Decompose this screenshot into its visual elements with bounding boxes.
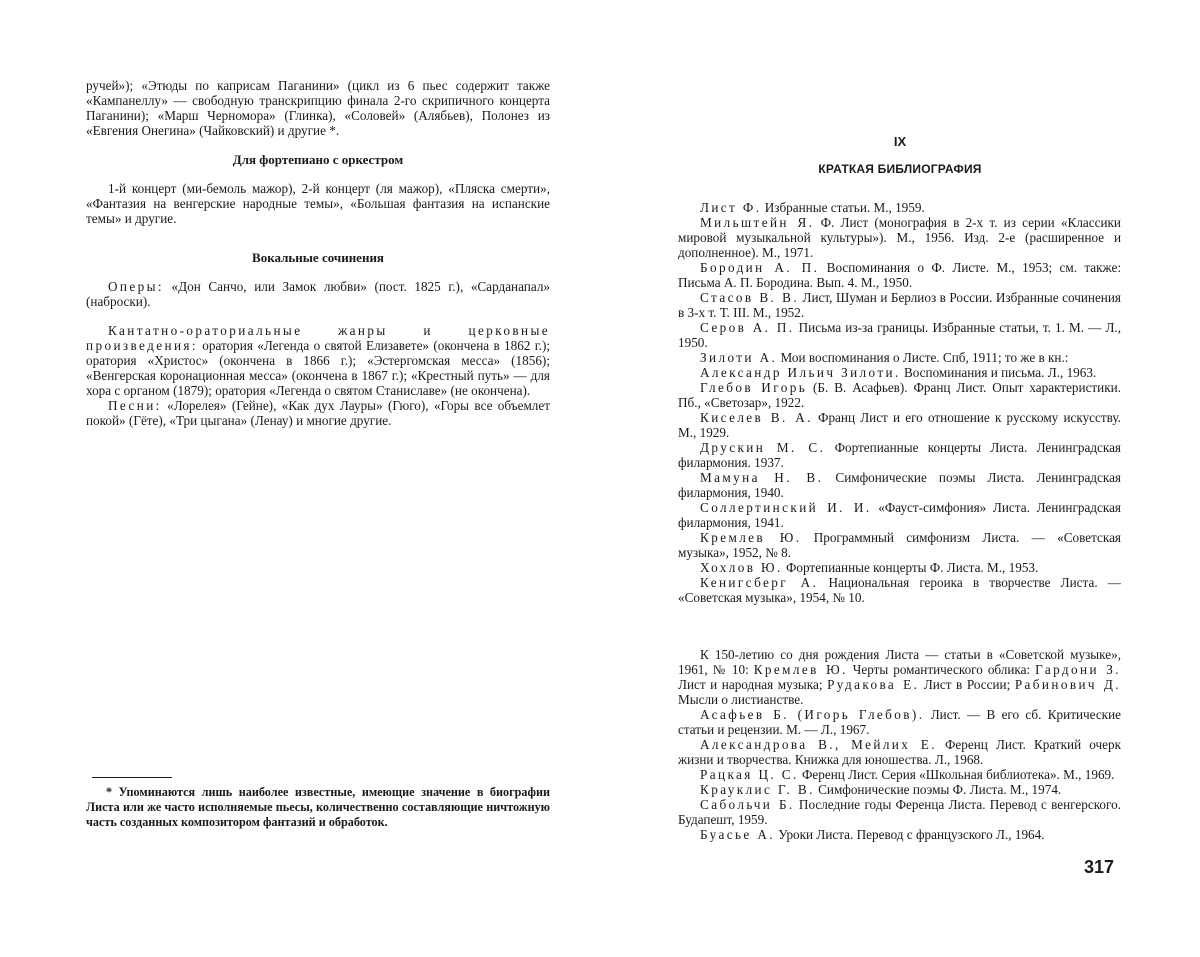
bibliography-entry [678, 290, 1121, 320]
entry-text: Воспоминания и письма. Л., 1963. [900, 365, 1097, 380]
anniversary-text: Черты романтического облика: [847, 662, 1036, 677]
entry-author: Серов А. П. [700, 320, 795, 335]
entry-text: Ф. Лист (монография в 2-х т. из серии «Классики мировой музыкальной культуры»). М., 1956. Изд. 2-е (расширенное и дополненное). М., 1971. [678, 215, 1121, 260]
bibliography-entry [678, 782, 1121, 797]
bibliography-entry [678, 320, 1121, 350]
bibliography-entry [678, 440, 1121, 470]
entry-author: Мильштейн Я. [700, 215, 815, 230]
entry-text: Лист. — В его сб. Критические статьи и рецензии. М. — Л., 1967. [678, 707, 1121, 737]
entry-author: Буасье А. [700, 827, 775, 842]
bibliography-entry [678, 827, 1121, 842]
songs-paragraph [86, 398, 550, 428]
intro-paragraph: ручей»); «Этюды по каприсам Паганини» (цикл из 6 пьес содержит также «Кампанеллу» — свободную транскрипцию финала 2-го скрипичного концерта Паганини); «Марш Черномора» (Глинка), «Соловей» (Алябьев), Полонез из «Евгения Онегина» (Чайковский) и другие *. [86, 78, 550, 138]
entry-author: Кремлев Ю. [700, 530, 802, 545]
bibliography-entry [678, 215, 1121, 260]
bibliography-entry [678, 350, 1121, 365]
entry-text: «Фауст-симфония» Листа. Ленинградская филармония, 1941. [678, 500, 1121, 530]
bibliography-entry [678, 410, 1121, 440]
entry-text: Мои воспоминания о Листе. Спб, 1911; то же в кн.: [777, 350, 1069, 365]
entry-author: Глебов Игорь [700, 380, 808, 395]
chapter-title: КРАТКАЯ БИБЛИОГРАФИЯ [818, 162, 982, 176]
entry-author: Бородин А. П. [700, 260, 820, 275]
anniversary-author: Рабинович Д. [1014, 677, 1121, 692]
cantata-text: оратория «Легенда о святой Елизавете» (окончена в 1862 г.); оратория «Христос» (окончена в 1866 г.); «Эстергомская месса» (1856); «Венгерская коронационная месса» (окончена в 1867 г.); «Крестный путь» — для хора с органом (1879); оратория «Легенда о святом Станиславе» (не окончена). [86, 338, 550, 398]
bibliography-entry [678, 737, 1121, 767]
songs-label: Песни: [108, 398, 162, 413]
bibliography-entry [678, 767, 1121, 782]
left-column [86, 78, 550, 428]
entry-author: Мамуна Н. В. [700, 470, 824, 485]
cantata-label: Кантатно-ораториальные жанры и церковные произведения: [86, 323, 550, 353]
entry-text: Фортепианные концерты Ф. Листа. М., 1953. [782, 560, 1039, 575]
entry-text: Фортепианные концерты Листа. Ленинградская филармония. 1937. [678, 440, 1122, 470]
bibliography-entry [678, 530, 1121, 560]
anniversary-lead: К 150-летию со дня рождения Листа — статьи в «Советской музыке», 1961, № 10: [678, 647, 1121, 677]
entry-text: Симфонические поэмы Листа. Ленинградская филармония, 1940. [678, 470, 1121, 500]
anniversary-text: Лист и народная музыка; [678, 677, 828, 692]
anniversary-text: Мысли о листианстве. [678, 692, 804, 707]
cantata-paragraph [86, 323, 550, 398]
anniversary-text: Лист в России; [919, 677, 1015, 692]
entry-author: Хохлов Ю. [700, 560, 783, 575]
songs-text: «Лорелея» (Гейне), «Как дух Лауры» (Гюго), «Горы все объемлет покой» (Гёте), «Три цыгана» (Ленау) и многие другие. [86, 398, 550, 428]
entry-author: Рацкая Ц. С. [700, 767, 799, 782]
bibliography-entry [678, 797, 1121, 827]
footnote-rule [92, 777, 172, 778]
entry-text: Ференц Лист. Краткий очерк жизни и творчества. Книжка для юношества. Л., 1968. [678, 737, 1121, 767]
entry-text: Письма из-за границы. Избранные статьи, т. 1. М. — Л., 1950. [678, 320, 1122, 350]
entry-author: Александрова В., Мейлих Е. [700, 737, 937, 752]
entry-text: Лист, Шуман и Берлиоз в России. Избранные сочинения в 3-х т. Т. III. М., 1952. [678, 290, 1121, 320]
anniversary-paragraph [678, 647, 1121, 707]
orchestra-works: 1-й концерт (ми-бемоль мажор), 2-й концерт (ля мажор), «Пляска смерти», «Фантазия на венгерские народные темы», «Большая фантазия на испанские темы» и другие. [86, 181, 550, 226]
entry-author: Киселев В. А. [700, 410, 813, 425]
entry-author: Сабольчи Б. [700, 797, 795, 812]
entry-text: Уроки Листа. Перевод с французского Л., 1964. [774, 827, 1045, 842]
operas-label: Оперы: [108, 279, 164, 294]
bibliography-entry [678, 200, 1121, 215]
operas-paragraph [86, 279, 550, 309]
orchestra-heading: Для фортепиано с оркестром [232, 152, 404, 167]
chapter-number: IX [893, 134, 907, 149]
entry-text: Программный симфонизм Листа. — «Советская музыка», 1952, № 8. [678, 530, 1121, 560]
bibliography-entry [678, 500, 1121, 530]
bibliography-list-1 [678, 200, 1121, 605]
entry-text: Национальная героика в творчестве Листа. — «Советская музыка», 1954, № 10. [678, 575, 1121, 605]
page-number: 317 [1083, 857, 1114, 877]
bibliography-entry [678, 260, 1121, 290]
anniversary-author: Рудакова Е. [827, 677, 920, 692]
operas-text: «Дон Санчо, или Замок любви» (пост. 1825 г.), «Сарданапал» (наброски). [86, 279, 550, 309]
anniversary-author: Гардони З. [1035, 662, 1122, 677]
footnote-text: * Упоминаются лишь наиболее известные, имеющие значение в биографии Листа или же часто исполняемые пьесы, количественно составляющие ничтожную часть созданных композитором фантазий и обработок. [86, 785, 550, 829]
right-page [600, 0, 1200, 957]
entry-text: Воспоминания о Ф. Листе. М., 1953; см. также: Письма А. П. Бородина. Вып. 4. М., 1950. [678, 260, 1121, 290]
entry-author: Друскин М. С. [700, 440, 826, 455]
entry-text: Симфонические поэмы Ф. Листа. М., 1974. [814, 782, 1062, 797]
entry-author: Зилоти А. [700, 350, 778, 365]
entry-author: Крауклис Г. В. [700, 782, 815, 797]
bibliography-entry [678, 470, 1121, 500]
entry-text: Последние годы Ференца Листа. Перевод с венгерского. Будапешт, 1959. [678, 797, 1121, 827]
bibliography-entry [678, 365, 1121, 380]
footnote [86, 785, 550, 830]
entry-author: Александр Ильич Зилоти. [700, 365, 901, 380]
bibliography-entry [678, 575, 1121, 605]
entry-author: Асафьев Б. (Игорь Глебов). [700, 707, 925, 722]
bibliography-list-2 [678, 707, 1121, 842]
entry-text: Избранные статьи. М., 1959. [761, 200, 925, 215]
bibliography [678, 200, 1121, 842]
bibliography-entry [678, 707, 1121, 737]
entry-text: (Б. В. Асафьев). Франц Лист. Опыт характеристики. Пб., «Светозар», 1922. [678, 380, 1122, 410]
bibliography-entry [678, 560, 1121, 575]
entry-text: Ференц Лист. Серия «Школьная библиотека». М., 1969. [798, 767, 1115, 782]
entry-author: Кенигсберг А. [700, 575, 819, 590]
vocal-heading: Вокальные сочинения [252, 250, 384, 265]
anniversary-author: Кремлев Ю. [753, 662, 848, 677]
entry-author: Стасов В. В. [700, 290, 800, 305]
entry-author: Лист Ф. [700, 200, 762, 215]
bibliography-entry [678, 380, 1121, 410]
entry-author: Соллертинский И. И. [700, 500, 872, 515]
entry-text: Франц Лист и его отношение к русскому искусству. М., 1929. [678, 410, 1121, 440]
